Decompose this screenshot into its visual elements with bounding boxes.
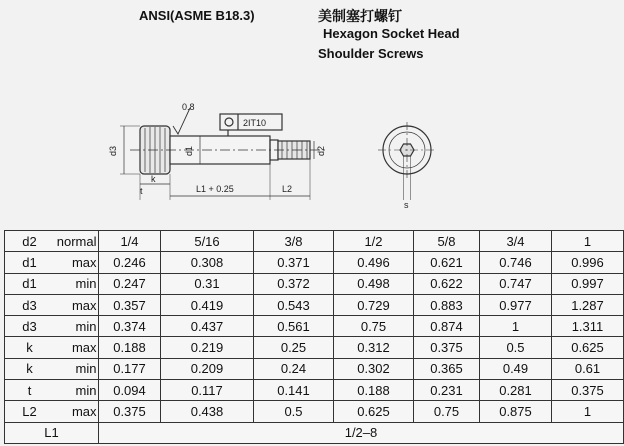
table-row	[5, 401, 624, 422]
header	[0, 0, 579, 70]
row-label	[5, 337, 99, 358]
dimension-key: L2	[22, 404, 37, 420]
table-cell: 0.374	[99, 316, 161, 337]
size-header-cell: 1	[552, 231, 624, 252]
table-cell: 0.188	[99, 337, 161, 358]
table-row	[5, 252, 624, 273]
table-cell: 0.75	[414, 401, 480, 422]
table-cell: 0.375	[414, 337, 480, 358]
english-title-line-1: Hexagon Socket Head	[323, 26, 460, 41]
dimension-qualifier: min	[75, 382, 97, 398]
table-cell: 0.874	[414, 316, 480, 337]
table-header-row	[5, 231, 624, 252]
table-cell: 0.61	[552, 358, 624, 379]
table-cell: 0.875	[480, 401, 552, 422]
standard-title: ANSI(ASME B18.3)	[139, 8, 255, 23]
table-cell: 0.25	[254, 337, 334, 358]
table-cell: 0.996	[552, 252, 624, 273]
table-cell: 0.372	[254, 273, 334, 294]
english-title-line-2: Shoulder Screws	[318, 46, 424, 61]
footer-value: 1/2–8	[99, 422, 624, 443]
label-d3: d3	[108, 145, 118, 156]
row-label	[5, 231, 99, 252]
dimension-key: d3	[22, 297, 37, 313]
label-d2: d2	[316, 145, 326, 156]
table-cell: 0.729	[334, 294, 414, 315]
dimension-key: k	[26, 340, 33, 356]
table-cell: 0.75	[334, 316, 414, 337]
footer-key: L1	[5, 422, 99, 443]
table-cell: 0.209	[161, 358, 254, 379]
table-cell: 0.49	[480, 358, 552, 379]
label-tolerance: 2IT10	[243, 118, 267, 128]
table-cell: 0.997	[552, 273, 624, 294]
table-cell: 0.365	[414, 358, 480, 379]
table-cell: 0.622	[414, 273, 480, 294]
table-cell: 0.5	[254, 401, 334, 422]
dimension-qualifier: max	[71, 297, 97, 313]
dimension-key: d1	[22, 254, 37, 270]
table-cell: 0.977	[480, 294, 552, 315]
label-t: t	[140, 186, 143, 196]
table-cell: 0.883	[414, 294, 480, 315]
table-cell: 1	[480, 316, 552, 337]
dimension-key: d1	[22, 276, 37, 292]
dimension-qualifier: normal	[56, 233, 97, 249]
table-footer-row	[5, 422, 624, 443]
label-s: s	[404, 200, 409, 210]
table-cell: 0.094	[99, 380, 161, 401]
size-header-cell: 5/16	[161, 231, 254, 252]
table-cell: 0.5	[480, 337, 552, 358]
dimension-table	[4, 230, 624, 444]
table-cell: 0.31	[161, 273, 254, 294]
table-cell: 0.302	[334, 358, 414, 379]
table-cell: 0.746	[480, 252, 552, 273]
table-cell: 0.281	[480, 380, 552, 401]
dimension-key: t	[27, 382, 32, 398]
table-cell: 0.625	[334, 401, 414, 422]
table-cell: 0.438	[161, 401, 254, 422]
table-cell: 0.141	[254, 380, 334, 401]
table-cell: 0.561	[254, 316, 334, 337]
table-cell: 0.312	[334, 337, 414, 358]
table-cell: 0.747	[480, 273, 552, 294]
row-label	[5, 252, 99, 273]
table-cell: 0.419	[161, 294, 254, 315]
row-label	[5, 294, 99, 315]
table-cell: 1.311	[552, 316, 624, 337]
dimension-qualifier: min	[75, 318, 97, 334]
table-row	[5, 380, 624, 401]
table-cell: 0.437	[161, 316, 254, 337]
table-cell: 0.625	[552, 337, 624, 358]
table-row	[5, 337, 624, 358]
label-d1: d1	[184, 145, 194, 156]
size-header-cell: 3/8	[254, 231, 334, 252]
table-row	[5, 294, 624, 315]
size-header-cell: 1/2	[334, 231, 414, 252]
row-label	[5, 380, 99, 401]
size-header-cell: 3/4	[480, 231, 552, 252]
size-header-cell: 5/8	[414, 231, 480, 252]
table-row	[5, 316, 624, 337]
table-cell: 0.177	[99, 358, 161, 379]
dimension-key: k	[26, 361, 33, 377]
table-cell: 0.308	[161, 252, 254, 273]
label-roughness: 0.8	[182, 102, 195, 112]
dimension-key: d2	[22, 233, 37, 249]
table-cell: 0.247	[99, 273, 161, 294]
label-l1: L1 + 0.25	[196, 184, 234, 194]
table-cell: 0.24	[254, 358, 334, 379]
row-label	[5, 358, 99, 379]
row-label	[5, 273, 99, 294]
label-l2: L2	[282, 184, 293, 194]
table-cell: 0.219	[161, 337, 254, 358]
table-cell: 0.188	[334, 380, 414, 401]
dimension-key: d3	[22, 318, 37, 334]
table-cell: 0.246	[99, 252, 161, 273]
table-cell: 1	[552, 401, 624, 422]
table-cell: 0.375	[99, 401, 161, 422]
table-cell: 0.498	[334, 273, 414, 294]
dimension-qualifier: min	[75, 361, 97, 377]
table-cell: 1.287	[552, 294, 624, 315]
table-cell: 0.496	[334, 252, 414, 273]
table-row	[5, 358, 624, 379]
dimension-qualifier: max	[71, 254, 97, 270]
table-cell: 0.375	[552, 380, 624, 401]
table-cell: 0.357	[99, 294, 161, 315]
table-cell: 0.231	[414, 380, 480, 401]
dimension-qualifier: max	[71, 340, 97, 356]
table-row	[5, 273, 624, 294]
row-label	[5, 401, 99, 422]
table-cell: 0.543	[254, 294, 334, 315]
dimension-qualifier: min	[75, 276, 97, 292]
table-cell: 0.371	[254, 252, 334, 273]
table-cell: 0.117	[161, 380, 254, 401]
table-cell: 0.621	[414, 252, 480, 273]
row-label	[5, 316, 99, 337]
size-header-cell: 1/4	[99, 231, 161, 252]
label-k: k	[151, 174, 156, 184]
chinese-title: 美制塞打螺钉	[318, 8, 402, 24]
technical-drawing	[0, 96, 579, 214]
dimension-qualifier: max	[71, 404, 97, 420]
